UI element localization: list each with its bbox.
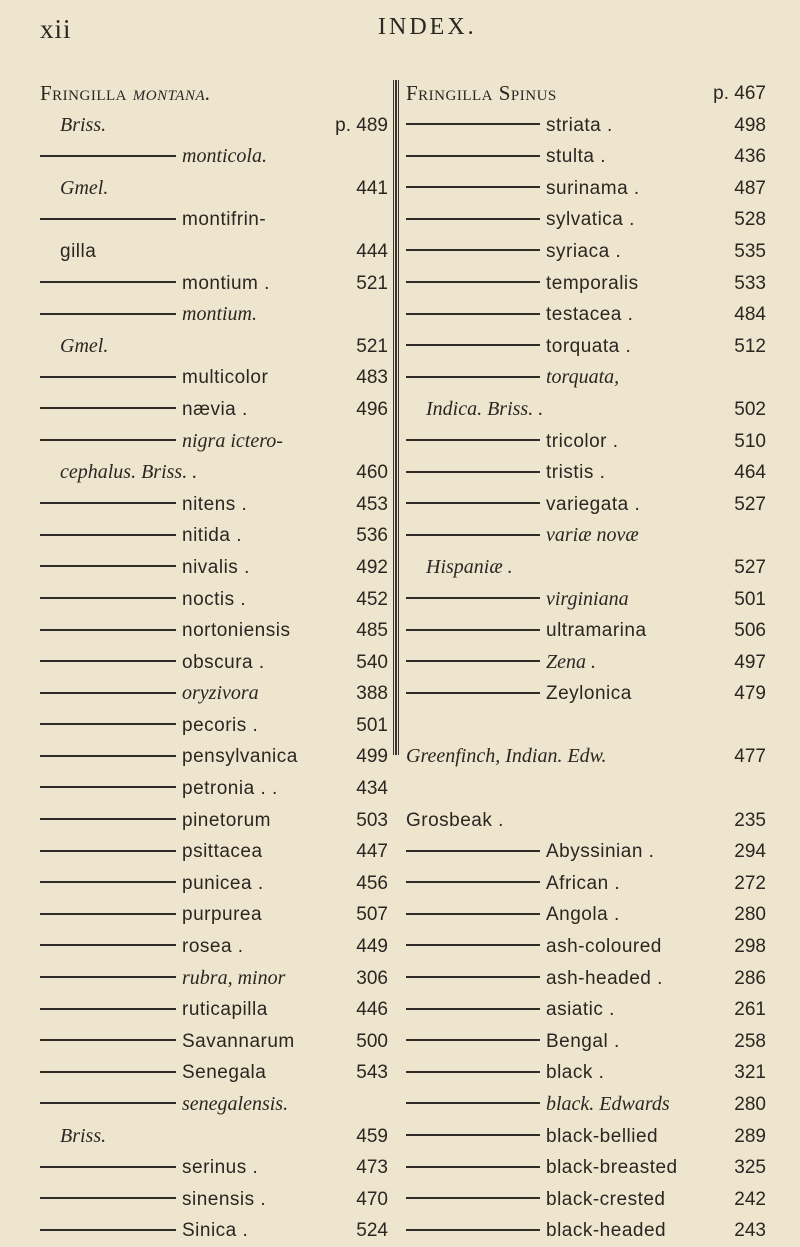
entry-label: Gmel.: [60, 176, 109, 199]
page-ref: 235: [734, 809, 766, 831]
entry-label: montifrin-: [182, 209, 267, 231]
page-ref: 484: [734, 304, 766, 326]
entry-label: Briss.: [60, 113, 107, 136]
ditto-dash: [40, 407, 176, 409]
entry-label: sinensis .: [182, 1188, 267, 1210]
index-entry: [406, 362, 768, 394]
entry-label: sylvatica .: [546, 209, 635, 231]
entry-label: tricolor .: [546, 430, 619, 452]
ditto-dash: [406, 155, 540, 157]
ditto-dash: [40, 1229, 176, 1231]
page-ref: 243: [734, 1220, 766, 1242]
page-ref: 543: [356, 1062, 388, 1084]
index-entry: [40, 994, 388, 1026]
ditto-dash: [406, 218, 540, 220]
entry-label: multicolor: [182, 367, 269, 389]
page-ref: 528: [734, 209, 766, 231]
entry-label: Grosbeak .: [406, 809, 504, 831]
page-ref: 536: [356, 525, 388, 547]
page-title: INDEX.: [378, 14, 477, 40]
index-entry: [406, 141, 768, 173]
index-entry: [406, 552, 768, 584]
page-ref: 500: [356, 1030, 388, 1052]
index-entry: [406, 741, 768, 773]
entry-label: asiatic .: [546, 999, 615, 1021]
spacer: [406, 773, 768, 805]
ditto-dash: [406, 534, 540, 536]
index-entry: [406, 836, 768, 868]
ditto-dash: [406, 439, 540, 441]
page-ref: 294: [734, 841, 766, 863]
entry-label: nortoniensis: [182, 620, 291, 642]
index-entry: [406, 678, 768, 710]
ditto-dash: [40, 155, 176, 157]
entry-label: pensylvanica: [182, 746, 298, 768]
index-entry: [40, 362, 388, 394]
entry-label: purpurea: [182, 904, 263, 926]
entry-label: obscura .: [182, 651, 265, 673]
entry-label: surinama .: [546, 177, 640, 199]
ditto-dash: [40, 1166, 176, 1168]
page-ref: p. 467: [713, 83, 766, 104]
page-ref: 452: [356, 588, 388, 610]
ditto-dash: [40, 913, 176, 915]
page-ref: 477: [734, 746, 766, 768]
index-entry: [40, 457, 388, 489]
page-ref: 441: [356, 177, 388, 199]
index-entry: [406, 1184, 768, 1216]
ditto-dash: [406, 313, 540, 315]
entry-label: cephalus. Briss. .: [60, 461, 198, 484]
ditto-dash: [406, 976, 540, 978]
page-ref: 258: [734, 1030, 766, 1052]
ditto-dash: [406, 1102, 540, 1104]
entry-label: nivalis .: [182, 556, 250, 578]
column-divider: [396, 80, 399, 755]
index-entry: [40, 773, 388, 805]
entry-label: Briss.: [60, 1124, 107, 1147]
index-entry: [406, 489, 768, 521]
page-ref: 306: [356, 967, 388, 989]
entry-label: syriaca .: [546, 240, 622, 262]
ditto-dash: [40, 1071, 176, 1073]
ditto-dash: [406, 881, 540, 883]
ditto-dash: [406, 281, 540, 283]
index-entry: [40, 552, 388, 584]
entry-label: Fringilla montana.: [40, 81, 211, 105]
index-entry: [40, 520, 388, 552]
page-ref: p. 489: [335, 114, 388, 136]
ditto-dash: [40, 881, 176, 883]
index-entry: [406, 520, 768, 552]
page-ref: 447: [356, 841, 388, 863]
index-entry: [40, 78, 388, 110]
entry-label: montium.: [182, 303, 257, 326]
page-ref: 521: [356, 335, 388, 357]
index-entry: [40, 489, 388, 521]
index-entry: [406, 899, 768, 931]
entry-label: pinetorum: [182, 809, 271, 831]
ditto-dash: [406, 1229, 540, 1231]
entry-label: black-bellied: [546, 1125, 659, 1147]
ditto-dash: [40, 597, 176, 599]
entry-label: torquata .: [546, 335, 632, 357]
page-ref: 242: [734, 1188, 766, 1210]
index-entry: [40, 899, 388, 931]
entry-label: noctis .: [182, 588, 247, 610]
index-entry: [40, 741, 388, 773]
page-ref: 506: [734, 620, 766, 642]
index-entry: [406, 805, 768, 837]
ditto-dash: [406, 249, 540, 251]
page-ref: 436: [734, 146, 766, 168]
page-ref: 388: [356, 683, 388, 705]
page-ref: 535: [734, 240, 766, 262]
entry-label: Sinica .: [182, 1220, 249, 1242]
index-entry: [406, 331, 768, 363]
ditto-dash: [406, 1197, 540, 1199]
ditto-dash: [40, 502, 176, 504]
page-ref: 464: [734, 462, 766, 484]
ditto-dash: [406, 660, 540, 662]
ditto-dash: [406, 944, 540, 946]
index-entry: [406, 1215, 768, 1247]
ditto-dash: [406, 1008, 540, 1010]
entry-label: Angola .: [546, 904, 620, 926]
page-ref: 325: [734, 1157, 766, 1179]
ditto-dash: [406, 913, 540, 915]
index-entry: [40, 110, 388, 142]
ditto-dash: [406, 850, 540, 852]
index-entry: [406, 110, 768, 142]
ditto-dash: [406, 629, 540, 631]
ditto-dash: [406, 597, 540, 599]
entry-label: black .: [546, 1062, 605, 1084]
entry-label: nitens .: [182, 493, 248, 515]
index-entry: [40, 647, 388, 679]
ditto-dash: [40, 755, 176, 757]
entry-label: gilla: [60, 240, 97, 262]
index-entry: [40, 1152, 388, 1184]
entry-label: petronia . .: [182, 778, 278, 800]
page-ref: 449: [356, 936, 388, 958]
entry-label: rubra, minor: [182, 966, 286, 989]
entry-label: black-breasted: [546, 1157, 678, 1179]
entry-label: African .: [546, 872, 621, 894]
index-entry: [406, 1026, 768, 1058]
entry-label: Indica. Briss. .: [426, 397, 544, 420]
index-entry: [406, 1121, 768, 1153]
entry-label: variegata .: [546, 493, 641, 515]
index-entry: [406, 173, 768, 205]
ditto-dash: [40, 976, 176, 978]
page-ref: 497: [734, 651, 766, 673]
ditto-dash: [40, 660, 176, 662]
page-ref: 521: [356, 272, 388, 294]
ditto-dash: [40, 1008, 176, 1010]
entry-label: serinus .: [182, 1157, 259, 1179]
index-entry: [40, 584, 388, 616]
index-entry: [406, 204, 768, 236]
page-number: xii: [40, 14, 72, 44]
page-ref: 485: [356, 620, 388, 642]
page-ref: 470: [356, 1188, 388, 1210]
index-entry: [40, 1026, 388, 1058]
ditto-dash: [40, 850, 176, 852]
index-entry: [40, 1121, 388, 1153]
page-ref: 459: [356, 1125, 388, 1147]
entry-label: senegalensis.: [182, 1093, 289, 1115]
index-entry: [406, 78, 768, 110]
spacer: [406, 710, 768, 742]
ditto-dash: [406, 1039, 540, 1041]
index-entry: [406, 236, 768, 268]
page-ref: 298: [734, 936, 766, 958]
ditto-dash: [406, 344, 540, 346]
ditto-dash: [40, 281, 176, 283]
ditto-dash: [406, 1166, 540, 1168]
entry-label: Zeylonica: [546, 683, 632, 705]
page-header: [0, 10, 800, 50]
index-entry: [406, 268, 768, 300]
entry-label: Fringilla Spinus: [406, 81, 557, 105]
left-column: [40, 78, 388, 1247]
entry-label: nigra ictero-: [182, 429, 283, 452]
page-ref: 289: [734, 1125, 766, 1147]
page-ref: 540: [356, 651, 388, 673]
page-ref: 473: [356, 1157, 388, 1179]
index-entry: [40, 1057, 388, 1089]
entry-label: testacea .: [546, 304, 634, 326]
index-entry: [40, 331, 388, 363]
page-ref: 286: [734, 967, 766, 989]
entry-label: black-headed: [546, 1220, 667, 1242]
ditto-dash: [406, 692, 540, 694]
page-ref: 479: [734, 683, 766, 705]
ditto-dash: [40, 534, 176, 536]
page-ref: 496: [356, 398, 388, 420]
ditto-dash: [40, 692, 176, 694]
ditto-dash: [40, 439, 176, 441]
page-ref: 507: [356, 904, 388, 926]
ditto-dash: [40, 1197, 176, 1199]
entry-label: Greenfinch, Indian. Edw.: [406, 745, 607, 768]
index-entry: [40, 394, 388, 426]
entry-label: rosea .: [182, 936, 244, 958]
index-entry: [406, 868, 768, 900]
index-entry: [40, 141, 388, 173]
index-entry: [40, 836, 388, 868]
entry-label: ultramarina: [546, 620, 647, 642]
page-ref: 492: [356, 556, 388, 578]
page-ref: 527: [734, 556, 766, 578]
entry-label: pecoris .: [182, 714, 259, 736]
page-ref: 501: [734, 588, 766, 610]
entry-label: nævia .: [182, 398, 248, 420]
page-ref: 499: [356, 746, 388, 768]
index-entry: [40, 236, 388, 268]
ditto-dash: [406, 1071, 540, 1073]
ditto-dash: [40, 565, 176, 567]
index-entry: [406, 1152, 768, 1184]
index-entry: [406, 457, 768, 489]
page-ref: 446: [356, 999, 388, 1021]
ditto-dash: [40, 1039, 176, 1041]
index-entry: [406, 426, 768, 458]
entry-label: torquata,: [546, 366, 620, 389]
index-entry: [406, 931, 768, 963]
ditto-dash: [406, 123, 540, 125]
page-ref: 527: [734, 493, 766, 515]
page-ref: 460: [356, 462, 388, 484]
page-ref: 533: [734, 272, 766, 294]
index-entry: [40, 931, 388, 963]
entry-label: black. Edwards: [546, 1093, 670, 1115]
page-ref: 434: [356, 778, 388, 800]
index-entry: [40, 805, 388, 837]
entry-label: stulta .: [546, 146, 606, 168]
ditto-dash: [40, 1102, 176, 1104]
page-ref: 453: [356, 493, 388, 515]
ditto-dash: [40, 818, 176, 820]
page-ref: 501: [356, 714, 388, 736]
page-ref: 510: [734, 430, 766, 452]
ditto-dash: [406, 376, 540, 378]
index-entry: [40, 868, 388, 900]
page-ref: 261: [734, 999, 766, 1021]
ditto-dash: [40, 723, 176, 725]
page-ref: 444: [356, 240, 388, 262]
index-entry: [40, 268, 388, 300]
ditto-dash: [406, 502, 540, 504]
page-ref: 487: [734, 177, 766, 199]
ditto-dash: [406, 1134, 540, 1136]
entry-label: Senegala: [182, 1062, 267, 1084]
index-entry: [406, 1089, 768, 1121]
entry-label: ash-coloured: [546, 936, 662, 958]
entry-label: nitida .: [182, 525, 242, 547]
entry-label: monticola.: [182, 145, 267, 168]
entry-label: Savannarum: [182, 1030, 295, 1052]
right-column: [406, 78, 768, 1247]
entry-label: oryzivora: [182, 682, 259, 705]
page-ref: 503: [356, 809, 388, 831]
ditto-dash: [40, 313, 176, 315]
entry-label: black-crested: [546, 1188, 666, 1210]
entry-label: temporalis: [546, 272, 639, 294]
index-entry: [40, 204, 388, 236]
entry-label: psittacea: [182, 841, 263, 863]
entry-label: Zena .: [546, 650, 596, 673]
entry-label: ash-headed .: [546, 967, 663, 989]
index-entry: [40, 426, 388, 458]
entry-label: virginiana: [546, 587, 629, 610]
index-entry: [406, 394, 768, 426]
index-entry: [40, 963, 388, 995]
page-ref: 483: [356, 367, 388, 389]
index-entry: [40, 1089, 388, 1121]
page-ref: 498: [734, 114, 766, 136]
entry-label: Hispaniæ .: [426, 555, 513, 578]
index-entry: [406, 299, 768, 331]
ditto-dash: [40, 944, 176, 946]
page-ref: 321: [734, 1062, 766, 1084]
index-entry: [406, 963, 768, 995]
entry-label: ruticapilla: [182, 999, 268, 1021]
page-ref: 456: [356, 872, 388, 894]
entry-label: tristis .: [546, 462, 606, 484]
entry-label: punicea .: [182, 872, 264, 894]
index-entry: [40, 173, 388, 205]
index-entry: [406, 584, 768, 616]
index-entry: [406, 647, 768, 679]
entry-label: Gmel.: [60, 334, 109, 357]
entry-label: Abyssinian .: [546, 841, 655, 863]
ditto-dash: [40, 629, 176, 631]
index-entry: [40, 299, 388, 331]
page-ref: 502: [734, 398, 766, 420]
index-entry: [406, 1057, 768, 1089]
page-ref: 524: [356, 1220, 388, 1242]
index-entry: [40, 678, 388, 710]
entry-label: montium .: [182, 272, 270, 294]
index-entry: [40, 1184, 388, 1216]
ditto-dash: [40, 218, 176, 220]
page-ref: 280: [734, 1094, 766, 1115]
index-entry: [40, 615, 388, 647]
entry-label: Bengal .: [546, 1030, 620, 1052]
index-entry: [406, 994, 768, 1026]
page-ref: 280: [734, 904, 766, 926]
page-ref: 512: [734, 335, 766, 357]
index-entry: [406, 615, 768, 647]
ditto-dash: [40, 786, 176, 788]
index-entry: [40, 1215, 388, 1247]
entry-label: striata .: [546, 114, 613, 136]
page-ref: 272: [734, 872, 766, 894]
ditto-dash: [406, 186, 540, 188]
ditto-dash: [406, 471, 540, 473]
index-entry: [40, 710, 388, 742]
entry-label: variæ novæ: [546, 524, 639, 547]
ditto-dash: [40, 376, 176, 378]
